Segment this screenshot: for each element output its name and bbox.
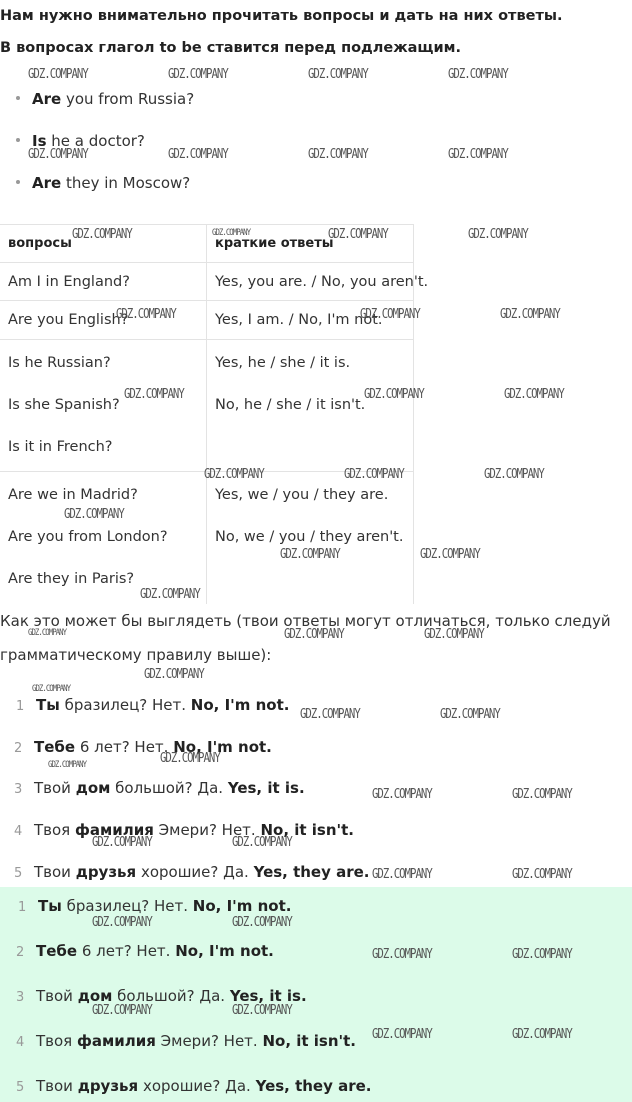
table-cell-answer: Yes, we / you / they are. bbox=[215, 487, 389, 503]
table-cell-answer: No, he / she / it isn't. bbox=[215, 397, 366, 413]
watermark: GDZ.COMPANY bbox=[504, 387, 564, 402]
table-cell-question: Am I in England? bbox=[8, 274, 130, 290]
watermark: GDZ.COMPANY bbox=[280, 547, 340, 562]
table-cell-answer: Yes, he / she / it is. bbox=[215, 355, 351, 371]
watermark: GDZ.COMPANY bbox=[64, 507, 124, 522]
watermark: GDZ.COMPANY bbox=[168, 147, 228, 162]
watermark: GDZ.COMPANY bbox=[92, 915, 152, 930]
watermark: GDZ.COMPANY bbox=[328, 227, 388, 242]
list-item: 3 Твой дом большой? Да. Yes, it is. bbox=[16, 987, 307, 1005]
list-item: 3 Твой дом большой? Да. Yes, it is. bbox=[14, 779, 305, 797]
watermark: GDZ.COMPANY bbox=[484, 467, 544, 482]
watermark: GDZ.COMPANY bbox=[300, 707, 360, 722]
watermark: GDZ.COMPANY bbox=[308, 147, 368, 162]
table-cell-question: Are we in Madrid? bbox=[8, 487, 138, 503]
list-item: 4 Твоя фамилия Эмери? Нет. No, it isn't. bbox=[16, 1032, 356, 1050]
list-item: 1 Ты бразилец? Нет. No, I'm not. bbox=[16, 696, 290, 714]
bullet-item: Are you from Russia? bbox=[16, 90, 194, 108]
bullet-dot-icon bbox=[16, 180, 20, 184]
watermark: GDZ.COMPANY bbox=[440, 707, 500, 722]
watermark: GDZ.COMPANY bbox=[28, 67, 88, 82]
watermark: GDZ.COMPANY bbox=[448, 67, 508, 82]
watermark: GDZ.COMPANY bbox=[468, 227, 528, 242]
table-cell-question: Is it in French? bbox=[8, 439, 113, 455]
table-cell-question: Are you from London? bbox=[8, 529, 168, 545]
watermark: GDZ.COMPANY bbox=[48, 760, 87, 770]
watermark: GDZ.COMPANY bbox=[372, 947, 432, 962]
watermark: GDZ.COMPANY bbox=[512, 867, 572, 882]
watermark: GDZ.COMPANY bbox=[512, 787, 572, 802]
watermark: GDZ.COMPANY bbox=[116, 307, 176, 322]
list-item: 5 Твои друзья хорошие? Да. Yes, they are. bbox=[14, 863, 370, 881]
bullet-dot-icon bbox=[16, 96, 20, 100]
watermark: GDZ.COMPANY bbox=[448, 147, 508, 162]
watermark: GDZ.COMPANY bbox=[232, 835, 292, 850]
bullet-item: Is he a doctor? bbox=[16, 132, 145, 150]
table-header-questions: вопросы bbox=[8, 236, 72, 251]
watermark: GDZ.COMPANY bbox=[32, 684, 71, 694]
list-item: 5 Твои друзья хорошие? Да. Yes, they are. bbox=[16, 1077, 372, 1095]
table-header-answers: краткие ответы bbox=[215, 236, 334, 251]
watermark: GDZ.COMPANY bbox=[160, 751, 220, 766]
watermark: GDZ.COMPANY bbox=[372, 1027, 432, 1042]
watermark: GDZ.COMPANY bbox=[284, 627, 344, 642]
table-cell-question: Are they in Paris? bbox=[8, 571, 135, 587]
table-cell-question: Are you English? bbox=[8, 312, 129, 328]
watermark: GDZ.COMPANY bbox=[500, 307, 560, 322]
watermark: GDZ.COMPANY bbox=[168, 67, 228, 82]
intro-line-1: Нам нужно внимательно прочитать вопросы и дать на них ответы. bbox=[0, 8, 563, 24]
watermark: GDZ.COMPANY bbox=[92, 1003, 152, 1018]
watermark: GDZ.COMPANY bbox=[372, 787, 432, 802]
bullet-dot-icon bbox=[16, 138, 20, 142]
list-item: 1 Ты бразилец? Нет. No, I'm not. bbox=[18, 897, 292, 915]
example-intro-line-2: грамматическому правилу выше): bbox=[0, 646, 272, 664]
watermark: GDZ.COMPANY bbox=[512, 947, 572, 962]
table-cell-answer: Yes, you are. / No, you aren't. bbox=[215, 274, 429, 290]
intro-line-2: В вопросах глагол to be ставится перед подлежащим. bbox=[0, 40, 461, 56]
watermark: GDZ.COMPANY bbox=[28, 147, 88, 162]
watermark: GDZ.COMPANY bbox=[72, 227, 132, 242]
watermark: GDZ.COMPANY bbox=[28, 628, 67, 638]
watermark: GDZ.COMPANY bbox=[344, 467, 404, 482]
watermark: GDZ.COMPANY bbox=[232, 1003, 292, 1018]
watermark: GDZ.COMPANY bbox=[360, 307, 420, 322]
watermark: GDZ.COMPANY bbox=[424, 627, 484, 642]
bullet-item: Are they in Moscow? bbox=[16, 174, 190, 192]
watermark: GDZ.COMPANY bbox=[204, 467, 264, 482]
list-item: 4 Твоя фамилия Эмери? Нет. No, it isn't. bbox=[14, 821, 354, 839]
table-cell-answer: No, we / you / they aren't. bbox=[215, 529, 404, 545]
table-cell-answer: Yes, I am. / No, I'm not. bbox=[215, 312, 383, 328]
list-item: 2 Тебе 6 лет? Нет. No, I'm not. bbox=[14, 738, 272, 756]
watermark: GDZ.COMPANY bbox=[364, 387, 424, 402]
watermark: GDZ.COMPANY bbox=[144, 667, 204, 682]
watermark: GDZ.COMPANY bbox=[372, 867, 432, 882]
watermark: GDZ.COMPANY bbox=[140, 587, 200, 602]
watermark: GDZ.COMPANY bbox=[420, 547, 480, 562]
list-item: 2 Тебе 6 лет? Нет. No, I'm not. bbox=[16, 942, 274, 960]
table-cell-question: Is he Russian? bbox=[8, 355, 111, 371]
example-intro-line-1: Как это может бы выглядеть (твои ответы могут отличаться, только следуй bbox=[0, 612, 611, 630]
watermark: GDZ.COMPANY bbox=[512, 1027, 572, 1042]
table-cell-question: Is she Spanish? bbox=[8, 397, 120, 413]
watermark: GDZ.COMPANY bbox=[124, 387, 184, 402]
watermark: GDZ.COMPANY bbox=[92, 835, 152, 850]
grammar-table bbox=[0, 224, 429, 604]
watermark: GDZ.COMPANY bbox=[308, 67, 368, 82]
watermark: GDZ.COMPANY bbox=[232, 915, 292, 930]
watermark: GDZ.COMPANY bbox=[212, 228, 251, 238]
